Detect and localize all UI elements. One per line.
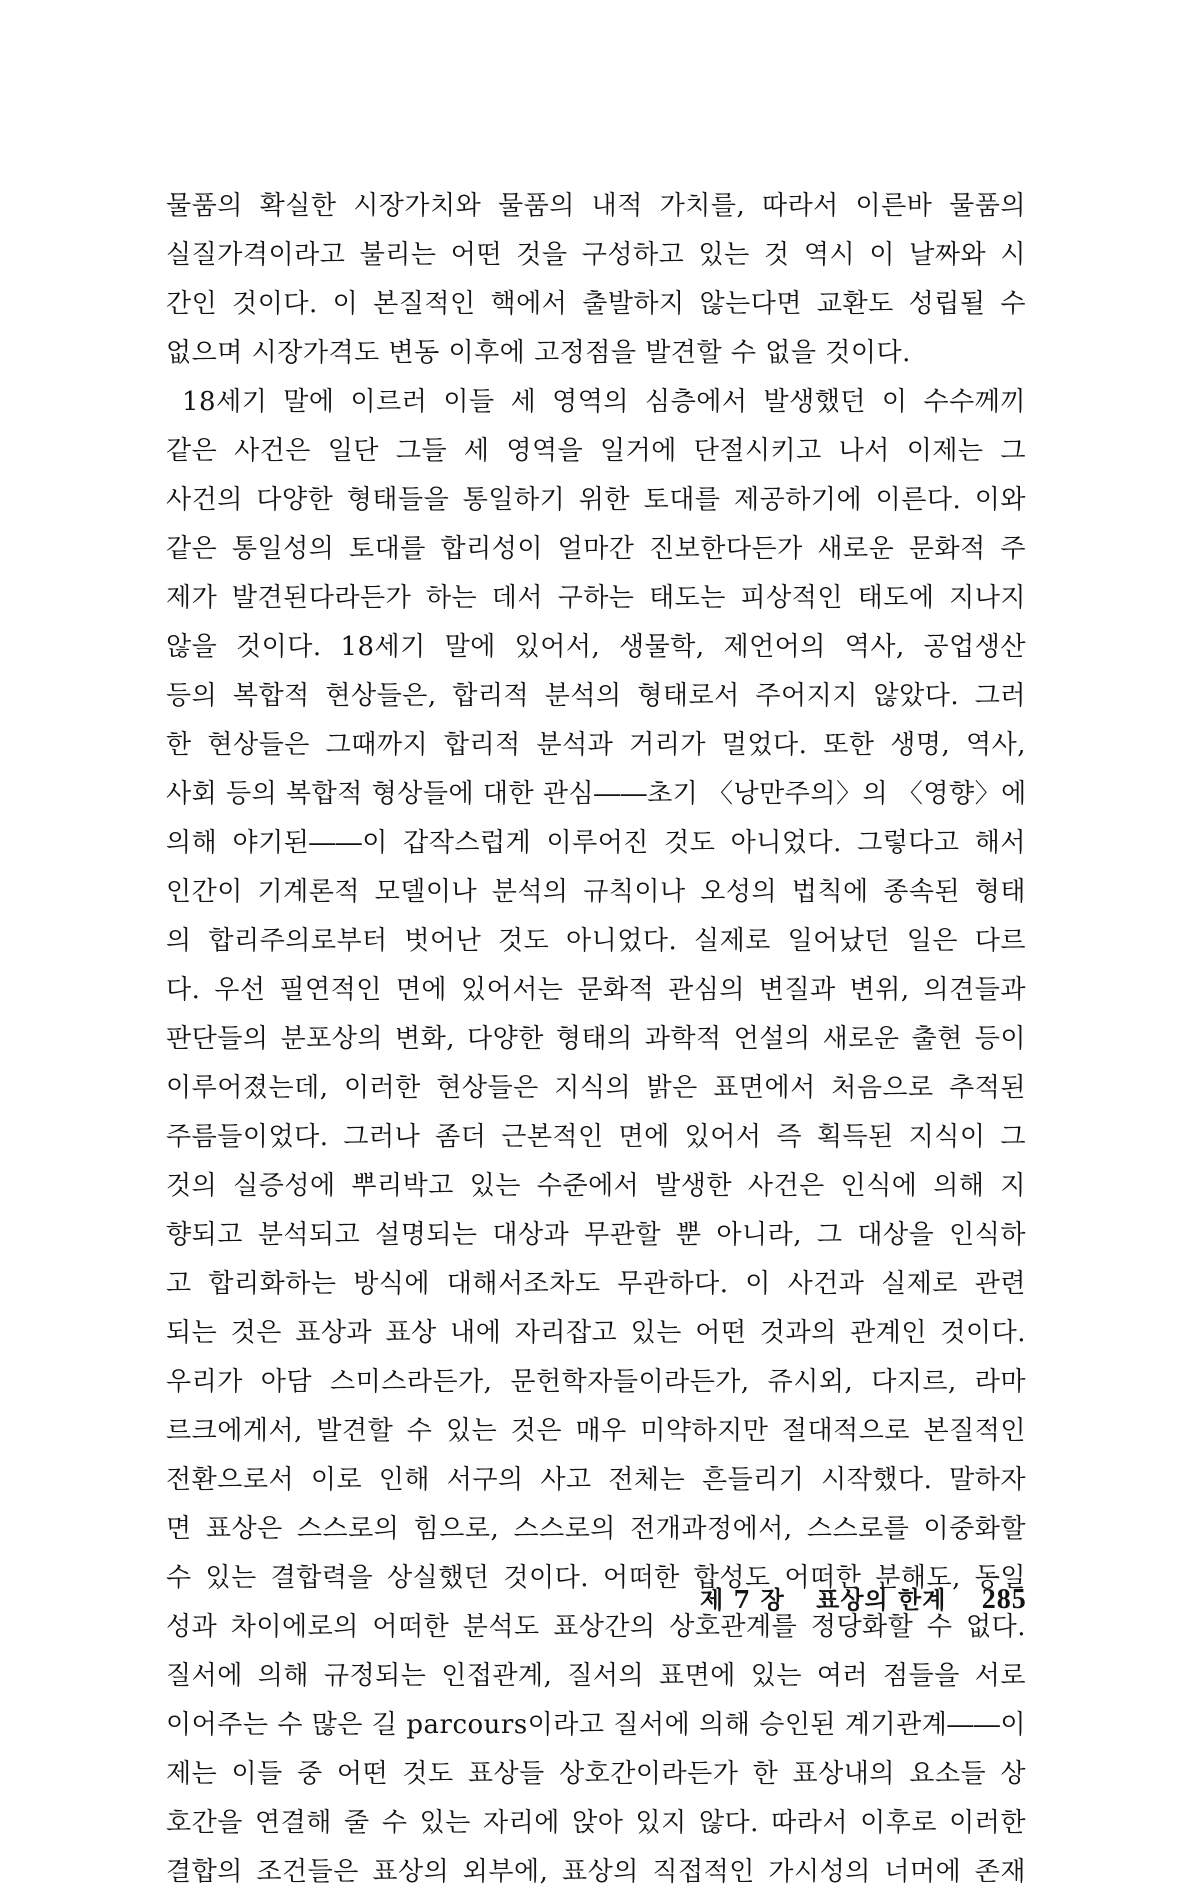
text-line: 성과 차이에로의 어떠한 분석도 표상간의 상호관계를 정당화할 수 없다.	[166, 1612, 1026, 1642]
text-line: 르크에게서, 발견할 수 있는 것은 매우 미약하지만 절대적으로 본질적인	[166, 1416, 1026, 1446]
text-line: 같은 사건은 일단 그들 세 영역을 일거에 단절시키고 나서 이제는 그	[166, 436, 1026, 466]
text-line: 한 현상들은 그때까지 합리적 분석과 거리가 멀었다. 또한 생명, 역사,	[166, 730, 1026, 760]
text-line: 간인 것이다. 이 본질적인 핵에서 출발하지 않는다면 교환도 성립될 수	[166, 289, 1026, 319]
text-line: 등의 복합적 현상들은, 합리적 분석의 형태로서 주어지지 않았다. 그러	[166, 681, 1026, 711]
text-line: 제가 발견된다라든가 하는 데서 구하는 태도는 피상적인 태도에 지나지	[166, 583, 1026, 613]
text-line: 인간이 기계론적 모델이나 분석의 규칙이나 오성의 법칙에 종속된 형태	[166, 877, 1026, 907]
text-line: 의 합리주의로부터 벗어난 것도 아니었다. 실제로 일어났던 일은 다르	[166, 926, 1026, 956]
text-line: 질서에 의해 규정되는 인접관계, 질서의 표면에 있는 여러 점들을 서로	[166, 1661, 1026, 1691]
text-line: 물품의 확실한 시장가치와 물품의 내적 가치를, 따라서 이른바 물품의	[166, 191, 1026, 221]
text-line: 사회 등의 복합적 형상들에 대한 관심――초기 〈낭만주의〉의 〈영향〉에	[166, 779, 1027, 809]
text-line: 되는 것은 표상과 표상 내에 자리잡고 있는 어떤 것과의 관계인 것이다.	[166, 1318, 1026, 1348]
chapter-title: 표상의 한계	[816, 1585, 947, 1614]
body-text	[166, 182, 1026, 1897]
text-line: 의해 야기된――이 갑작스럽게 이루어진 것도 아니었다. 그렇다고 해서	[166, 828, 1026, 858]
text-line: 같은 통일성의 토대를 합리성이 얼마간 진보한다든가 새로운 문화적 주	[166, 534, 1026, 564]
page-number: 285	[981, 1584, 1027, 1615]
text-line: 고 합리화하는 방식에 대해서조차도 무관하다. 이 사건과 실제로 관련	[166, 1269, 1026, 1299]
text-line: 없으며 시장가격도 변동 이후에 고정점을 발견할 수 없을 것이다.	[166, 338, 911, 368]
text-line: 이루어졌는데, 이러한 현상들은 지식의 밝은 표면에서 처음으로 추적된	[166, 1073, 1026, 1103]
running-footer	[700, 1580, 1027, 1616]
text-line: 사건의 다양한 형태들을 통일하기 위한 토대를 제공하기에 이른다. 이와	[166, 485, 1026, 515]
text-line: 이어주는 수 많은 길 parcours이라고 질서에 의해 승인된 계기관계――이	[166, 1710, 1026, 1740]
chapter-label: 제 7 장	[700, 1585, 785, 1614]
text-line: 향되고 분석되고 설명되는 대상과 무관할 뿐 아니라, 그 대상을 인식하	[166, 1220, 1026, 1250]
text-line: 수 있는 결합력을 상실했던 것이다. 어떠한 합성도 어떠한 분해도, 동일	[166, 1563, 1026, 1593]
text-line: 실질가격이라고 불리는 어떤 것을 구성하고 있는 것 역시 이 날짜와 시	[166, 240, 1026, 270]
text-line: 다. 우선 필연적인 면에 있어서는 문화적 관심의 변질과 변위, 의견들과	[166, 975, 1026, 1005]
text-line: 전환으로서 이로 인해 서구의 사고 전체는 흔들리기 시작했다. 말하자	[166, 1465, 1026, 1495]
paragraph-start-line: 18세기 말에 이르러 이들 세 영역의 심층에서 발생했던 이 수수께끼	[182, 387, 1026, 417]
text-line: 우리가 아담 스미스라든가, 문헌학자들이라든가, 쥬시외, 다지르, 라마	[166, 1367, 1026, 1397]
text-line: 호간을 연결해 줄 수 있는 자리에 앉아 있지 않다. 따라서 이후로 이러한	[166, 1808, 1026, 1838]
text-line: 주름들이었다. 그러나 좀더 근본적인 면에 있어서 즉 획득된 지식이 그	[166, 1122, 1026, 1152]
text-line: 결합의 조건들은 표상의 외부에, 표상의 직접적인 가시성의 너머에 존재	[166, 1857, 1026, 1887]
text-line: 않을 것이다. 18세기 말에 있어서, 생물학, 제언어의 역사, 공업생산	[166, 632, 1026, 662]
text-line: 면 표상은 스스로의 힘으로, 스스로의 전개과정에서, 스스로를 이중화할	[166, 1514, 1026, 1544]
text-line: 제는 이들 중 어떤 것도 표상들 상호간이라든가 한 표상내의 요소들 상	[166, 1759, 1026, 1789]
text-line: 판단들의 분포상의 변화, 다양한 형태의 과학적 언설의 새로운 출현 등이	[166, 1024, 1026, 1054]
text-line: 것의 실증성에 뿌리박고 있는 수준에서 발생한 사건은 인식에 의해 지	[166, 1171, 1026, 1201]
